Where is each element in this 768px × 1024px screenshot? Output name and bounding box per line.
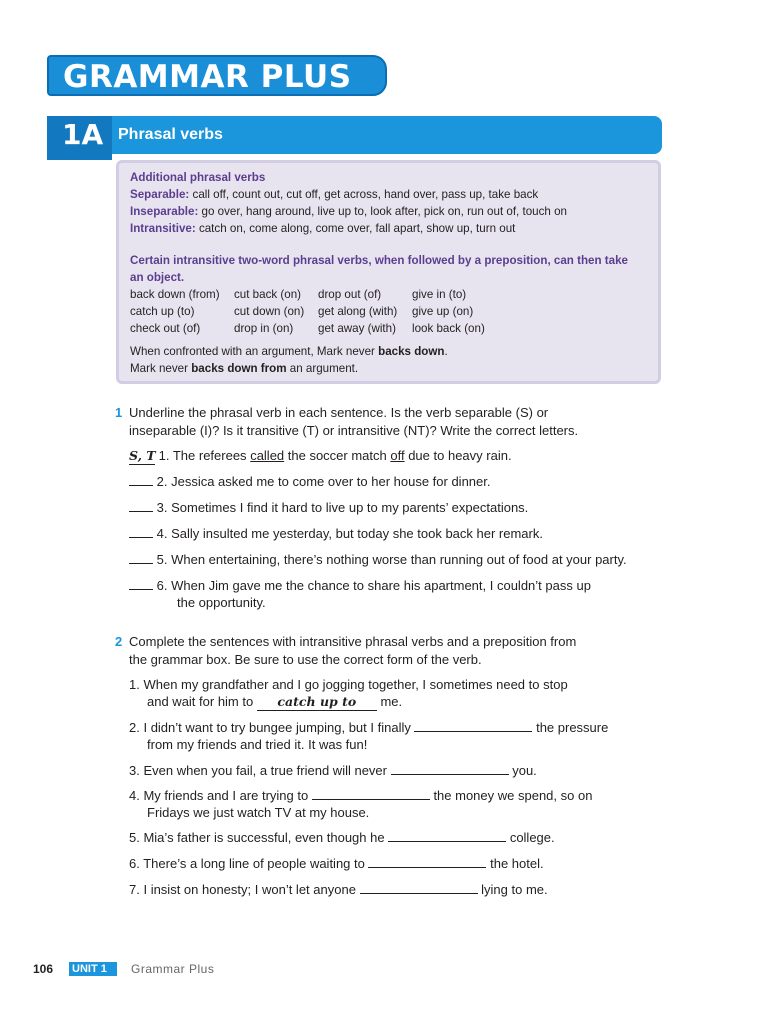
item-number: 6. bbox=[129, 856, 140, 871]
exercise-1-item-6 bbox=[129, 577, 591, 594]
answer-blank[interactable] bbox=[129, 485, 153, 486]
item-number: 1. bbox=[158, 448, 170, 463]
item-text: Sometimes I find it hard to live up to my parents’ expectations. bbox=[171, 500, 529, 515]
intransitive-line bbox=[130, 220, 515, 237]
verb-cell: drop in (on) bbox=[234, 322, 294, 335]
item-text: When my grandfather and I go jogging together, I sometimes need to stop bbox=[143, 677, 568, 692]
example-2-pre: Mark never bbox=[130, 362, 192, 375]
item-number: 1. bbox=[129, 677, 140, 692]
grammar-heading: Additional phrasal verbs bbox=[130, 171, 266, 184]
exercise-2-item-2 bbox=[129, 719, 608, 736]
phrasal-verb-table bbox=[130, 286, 485, 337]
item-text: I didn’t want to try bungee jumping, but I finally bbox=[143, 720, 415, 735]
answer-blank[interactable] bbox=[129, 511, 153, 512]
section-title: Phrasal verbs bbox=[118, 126, 223, 143]
exercise-2-item-1-line-2 bbox=[147, 693, 402, 711]
inseparable-text: go over, hang around, live up to, look after, pick on, run out of, touch on bbox=[198, 205, 567, 218]
table-row bbox=[130, 320, 485, 337]
grammar-box bbox=[116, 160, 661, 384]
verb-cell: cut down (on) bbox=[234, 305, 305, 318]
rule-line-1: Certain intransitive two-word phrasal verbs, when followed by a preposition, can then take bbox=[130, 254, 628, 267]
exercise-2-item-2-line-2: from my friends and tried it. It was fun! bbox=[147, 737, 368, 752]
exercise-2-item-7 bbox=[129, 881, 548, 898]
item-text: When Jim gave me the chance to share his apartment, I couldn’t pass up bbox=[171, 578, 591, 593]
verb-cell: give in (to) bbox=[412, 288, 467, 301]
item-text: Sally insulted me yesterday, but today she took back her remark. bbox=[171, 526, 543, 541]
item-text: the soccer match bbox=[284, 448, 391, 463]
item-text: Mia’s father is successful, even though he bbox=[143, 830, 389, 845]
title-banner bbox=[47, 55, 387, 96]
inseparable-line bbox=[130, 203, 567, 220]
answer-blank[interactable] bbox=[129, 447, 155, 465]
exercise-1-instruction-1: Underline the phrasal verb in each sentence. Is the verb separable (S) or bbox=[129, 405, 549, 420]
item-number: 3. bbox=[156, 500, 168, 515]
item-text: and wait for him to bbox=[147, 694, 257, 709]
verb-cell: cut back (on) bbox=[234, 288, 302, 301]
exercise-1-item-5 bbox=[129, 551, 627, 568]
answer-blank[interactable] bbox=[312, 799, 430, 800]
table-row bbox=[130, 286, 485, 303]
item-number: 3. bbox=[129, 763, 140, 778]
unit-badge: UNIT 1 bbox=[69, 962, 117, 976]
item-text: the money we spend, so on bbox=[429, 788, 593, 803]
item-number: 2. bbox=[156, 474, 168, 489]
verb-cell: check out (of) bbox=[130, 322, 201, 335]
separable-text: call off, count out, cut off, get across, hand over, pass up, take back bbox=[189, 188, 539, 201]
answer-blank[interactable] bbox=[129, 563, 153, 564]
intransitive-text: catch on, come along, come over, fall apart, show up, turn out bbox=[195, 222, 516, 235]
example-1-bold: backs down bbox=[378, 345, 445, 358]
item-text: lying to me. bbox=[477, 882, 548, 897]
exercise-1-item-2 bbox=[129, 473, 490, 490]
item-text: me. bbox=[376, 694, 403, 709]
exercise-2-item-4-line-2: Fridays we just watch TV at my house. bbox=[147, 805, 370, 820]
item-number: 6. bbox=[156, 578, 168, 593]
separable-label: Separable: bbox=[130, 188, 190, 201]
answer-blank[interactable] bbox=[360, 893, 478, 894]
item-text: I insist on honesty; I won’t let anyone bbox=[143, 882, 360, 897]
verb-cell: look back (on) bbox=[412, 322, 485, 335]
item-number: 7. bbox=[129, 882, 140, 897]
item-number: 4. bbox=[156, 526, 168, 541]
exercise-2-item-1 bbox=[129, 676, 568, 693]
item-number: 5. bbox=[156, 552, 168, 567]
exercise-2-item-5 bbox=[129, 829, 555, 846]
answer-blank[interactable] bbox=[388, 841, 506, 842]
verb-cell: drop out (of) bbox=[318, 288, 382, 301]
example-2-post: an argument. bbox=[286, 362, 359, 375]
verb-cell: give up (on) bbox=[412, 305, 474, 318]
answer-blank[interactable] bbox=[414, 731, 532, 732]
item-text: Even when you fail, a true friend will never bbox=[143, 763, 391, 778]
item-number: 2. bbox=[129, 720, 140, 735]
example-2 bbox=[130, 360, 358, 377]
exercise-2-item-3 bbox=[129, 762, 537, 779]
verb-cell: get along (with) bbox=[318, 305, 398, 318]
underlined-particle: off bbox=[390, 448, 405, 463]
answer-text: catch up to bbox=[277, 694, 357, 709]
item-text: Jessica asked me to come over to her house for dinner. bbox=[171, 474, 491, 489]
item-text: you. bbox=[508, 763, 537, 778]
section-number: 1A bbox=[62, 118, 104, 151]
answer-text: S, T bbox=[129, 448, 156, 463]
page-number: 106 bbox=[33, 962, 54, 976]
exercise-2-number: 2 bbox=[115, 634, 123, 649]
table-row bbox=[130, 303, 485, 320]
answer-blank[interactable] bbox=[368, 867, 486, 868]
item-text: My friends and I are trying to bbox=[143, 788, 312, 803]
item-text: When entertaining, there’s nothing worse than running out of food at your party. bbox=[171, 552, 627, 567]
exercise-2-instruction-1: Complete the sentences with intransitive phrasal verbs and a preposition from bbox=[129, 634, 577, 649]
exercise-2-item-6 bbox=[129, 855, 544, 872]
exercise-1-instruction-2: inseparable (I)? Is it transitive (T) or intransitive (NT)? Write the correct letters. bbox=[129, 423, 579, 438]
verb-cell: catch up (to) bbox=[130, 305, 195, 318]
exercise-1-item-3 bbox=[129, 499, 528, 516]
item-number: 4. bbox=[129, 788, 140, 803]
exercise-2-instruction-2: the grammar box. Be sure to use the correct form of the verb. bbox=[129, 652, 482, 667]
footer-title: Grammar Plus bbox=[131, 962, 215, 976]
item-text: the hotel. bbox=[486, 856, 544, 871]
answer-blank[interactable] bbox=[129, 537, 153, 538]
answer-blank[interactable] bbox=[391, 774, 509, 775]
item-text: college. bbox=[506, 830, 555, 845]
underlined-verb: called bbox=[250, 448, 285, 463]
exercise-1-item-4 bbox=[129, 525, 543, 542]
exercise-2-item-4 bbox=[129, 787, 592, 804]
example-1 bbox=[130, 343, 448, 360]
answer-blank[interactable] bbox=[129, 589, 153, 590]
example-1-pre: When confronted with an argument, Mark never bbox=[130, 345, 379, 358]
item-text: The referees bbox=[172, 448, 251, 463]
exercise-1-number: 1 bbox=[115, 405, 123, 420]
answer-blank[interactable] bbox=[257, 693, 377, 711]
inseparable-label: Inseparable: bbox=[130, 205, 199, 218]
exercise-1-item-1 bbox=[129, 447, 512, 465]
item-text: the pressure bbox=[532, 720, 609, 735]
item-text: due to heavy rain. bbox=[404, 448, 512, 463]
rule-line-2: an object. bbox=[130, 271, 185, 284]
verb-cell: get away (with) bbox=[318, 322, 396, 335]
banner-title: GRAMMAR PLUS bbox=[63, 59, 352, 95]
exercise-1-item-6-cont: the opportunity. bbox=[177, 595, 266, 610]
item-text: There’s a long line of people waiting to bbox=[143, 856, 369, 871]
intransitive-label: Intransitive: bbox=[130, 222, 196, 235]
separable-line bbox=[130, 186, 538, 203]
item-number: 5. bbox=[129, 830, 140, 845]
verb-cell: back down (from) bbox=[130, 288, 220, 301]
example-1-post: . bbox=[444, 345, 448, 358]
example-2-bold: backs down from bbox=[191, 362, 287, 375]
